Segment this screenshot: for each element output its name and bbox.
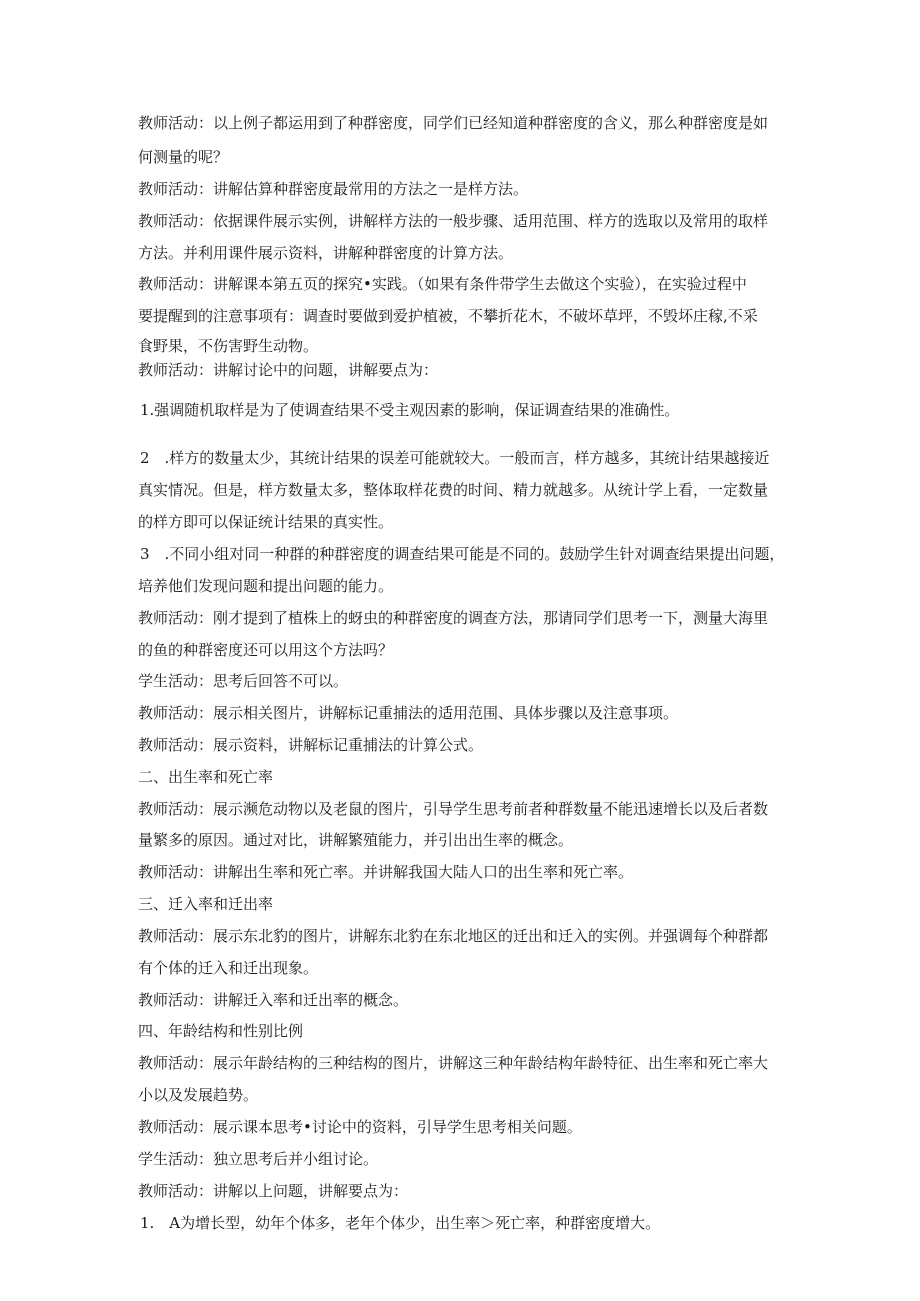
text-line: 教师活动：展示相关图片，讲解标记重捕法的适用范围、具体步骤以及注意事项。 [138,704,679,722]
text-line: 真实情况。但是，样方数量太多，整体取样花费的时间、精力就越多。从统计学上看，一定数量 [138,481,769,499]
text-line: 教师活动：展示东北豹的图片，讲解东北豹在东北地区的迁出和迁入的实例。并强调每个种群都 [138,927,769,945]
text-line: 的鱼的种群密度还可以用这个方法吗？ [138,641,394,659]
list-item: 1.强调随机取样是为了使调查结果不受主观因素的影响，保证调查结果的准确性。 [140,401,680,419]
text-line: 教师活动：讲解出生率和死亡率。并讲解我国大陆人口的出生率和死亡率。 [138,863,634,881]
list-item: 1. A为增长型，幼年个体多，老年个体少，出生率＞死亡率，种群密度增大。 [140,1214,661,1232]
text-line: 有个体的迁入和迁出现象。 [138,959,319,977]
text-line: 培养他们发现问题和提出问题的能力。 [138,577,394,595]
text-line: 要提醒到的注意事项有：调查时要做到爱护植被，不攀折花木，不破坏草坪，不毁坏庄稼,不采 [138,307,758,325]
list-item: 3 .不同小组对同一种群的种群密度的调查结果可能是不同的。鼓励学生针对调查结果提出问题， [140,545,785,563]
text-line: 教师活动：讲解讨论中的问题，讲解要点为： [138,361,439,379]
text-line: 量繁多的原因。通过对比，讲解繁殖能力，并引出出生率的概念。 [138,831,574,849]
text-line: 小以及发展趋势。 [138,1086,259,1104]
text-line: 教师活动：展示年龄结构的三种结构的图片，讲解这三种年龄结构年龄特征、出生率和死亡率大 [138,1054,769,1072]
text-line: 教师活动：展示濒危动物以及老鼠的图片，引导学生思考前者种群数量不能迅速增长以及后者数 [138,800,769,818]
text-line: 教师活动：展示课本思考•讨论中的资料，引导学生思考相关问题。 [138,1118,582,1136]
text-line: 教师活动：讲解课本第五页的探究•实践。（如果有条件带学生去做这个实验），在实验过程中 [138,275,747,293]
text-line: 教师活动：以上例子都运用到了种群密度，同学们已经知道种群密度的含义，那么种群密度是如 [138,114,769,132]
list-item: 2 .样方的数量太少，其统计结果的误差可能就较大。一般而言，样方越多，其统计结果越接近 [140,449,770,467]
text-line: 食野果，不伤害野生动物。 [138,337,319,355]
text-line: 教师活动：展示资料，讲解标记重捕法的计算公式。 [138,736,484,754]
text-line: 学生活动：独立思考后并小组讨论。 [138,1150,379,1168]
text-line: 教师活动：讲解以上问题，讲解要点为： [138,1182,409,1200]
text-line: 的样方即可以保证统计结果的真实性。 [138,513,394,531]
text-line: 方法。并利用课件展示资料，讲解种群密度的计算方法。 [138,244,514,262]
section-heading: 四、年龄结构和性别比例 [138,1022,304,1040]
text-line: 何测量的呢？ [138,148,229,166]
text-line: 学生活动：思考后回答不可以。 [138,672,349,690]
text-line: 教师活动：讲解估算种群密度最常用的方法之一是样方法。 [138,180,529,198]
text-line: 教师活动：刚才提到了植株上的蚜虫的种群密度的调查方法，那请同学们思考一下，测量大海里 [138,609,769,627]
section-heading: 二、出生率和死亡率 [138,768,274,786]
text-line: 教师活动：讲解迁入率和迁出率的概念。 [138,991,409,1009]
text-line: 教师活动：依据课件展示实例，讲解样方法的一般步骤、适用范围、样方的选取以及常用的取样 [138,212,769,230]
section-heading: 三、迁入率和迁出率 [138,895,274,913]
